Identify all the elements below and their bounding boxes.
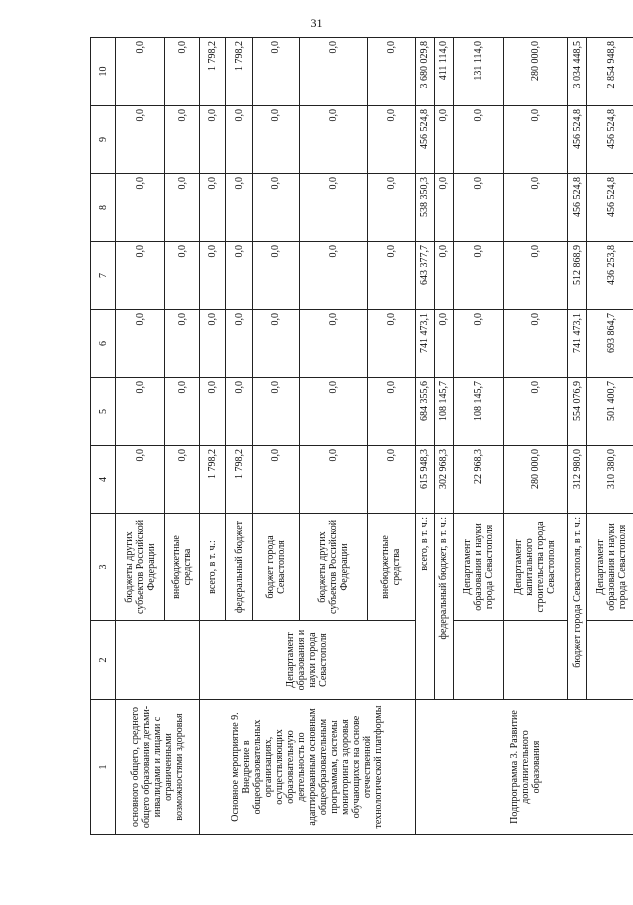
funding-source: Департамент образования и науки города Севастополя [454, 514, 503, 621]
value-cell: 0,0 [368, 106, 415, 174]
value-cell: 456 524,8 [415, 106, 434, 174]
value-cell: 456 524,8 [587, 106, 633, 174]
value-cell: 0,0 [199, 242, 225, 310]
value-cell: 0,0 [116, 310, 165, 378]
table-row [415, 38, 434, 835]
header-row [91, 38, 116, 835]
funding-source: всего, в т. ч.: [199, 514, 225, 621]
value-cell: 0,0 [454, 174, 503, 242]
executor-cell [454, 621, 503, 700]
value-cell: 0,0 [252, 38, 299, 106]
value-cell: 0,0 [300, 174, 368, 242]
value-cell: 0,0 [434, 174, 453, 242]
funding-source: федеральный бюджет, в т. ч.: [434, 514, 453, 700]
value-cell: 643 377,7 [415, 242, 434, 310]
funding-source: Департамент капитального строительства города Севастополя [503, 514, 568, 621]
value-cell: 456 524,8 [568, 106, 587, 174]
header-cell: 5 [91, 378, 116, 446]
header-cell: 1 [91, 700, 116, 835]
value-cell: 411 114,0 [434, 38, 453, 106]
value-cell: 0,0 [226, 106, 252, 174]
value-cell: 0,0 [503, 174, 568, 242]
value-cell: 554 076,9 [568, 378, 587, 446]
value-cell: 0,0 [252, 106, 299, 174]
executor-cell: Департамент образования и науки города Севастополя [199, 621, 415, 700]
value-cell: 0,0 [165, 174, 199, 242]
value-cell: 0,0 [300, 378, 368, 446]
value-cell: 1 798,2 [199, 38, 225, 106]
header-cell: 2 [91, 621, 116, 700]
value-cell: 741 473,1 [415, 310, 434, 378]
value-cell: 0,0 [252, 446, 299, 514]
value-cell: 538 350,3 [415, 174, 434, 242]
activity-name: основного общего, среднего общего образования детьми-инвалидами и лицами с ограниченными возможностями здоровья [116, 700, 200, 835]
value-cell: 0,0 [116, 446, 165, 514]
budget-table [90, 37, 633, 835]
table-row [116, 38, 165, 835]
value-cell: 0,0 [165, 106, 199, 174]
value-cell: 1 798,2 [226, 38, 252, 106]
activity-name: Основное мероприятие 9. Внедрение в общеобразовательных организациях, осуществляющих образовательную деятельность по адаптированным основным общеобразовательным программам, системы мониторинга здоровья обучающихся на основе отечественной технологической платформы [199, 700, 415, 835]
value-cell: 0,0 [503, 310, 568, 378]
value-cell: 108 145,7 [434, 378, 453, 446]
value-cell: 0,0 [368, 310, 415, 378]
value-cell: 280 000,0 [503, 446, 568, 514]
value-cell: 108 145,7 [454, 378, 503, 446]
funding-source: бюджет города Севастополя, в т. ч.: [568, 514, 587, 700]
value-cell: 0,0 [300, 446, 368, 514]
value-cell: 0,0 [252, 242, 299, 310]
value-cell: 512 868,9 [568, 242, 587, 310]
value-cell: 0,0 [454, 242, 503, 310]
value-cell: 0,0 [434, 310, 453, 378]
value-cell: 501 400,7 [587, 378, 633, 446]
value-cell: 0,0 [199, 378, 225, 446]
value-cell: 0,0 [503, 106, 568, 174]
value-cell: 0,0 [226, 378, 252, 446]
value-cell: 302 968,3 [434, 446, 453, 514]
header-cell: 6 [91, 310, 116, 378]
funding-source: внебюджетные средства [165, 514, 199, 621]
value-cell: 0,0 [199, 174, 225, 242]
header-cell: 10 [91, 38, 116, 106]
rotated-table-inner [90, 41, 633, 835]
value-cell: 615 948,3 [415, 446, 434, 514]
value-cell: 0,0 [199, 310, 225, 378]
header-cell: 9 [91, 106, 116, 174]
value-cell: 0,0 [300, 242, 368, 310]
value-cell: 0,0 [226, 174, 252, 242]
value-cell: 131 114,0 [454, 38, 503, 106]
value-cell: 0,0 [300, 38, 368, 106]
value-cell: 310 380,0 [587, 446, 633, 514]
value-cell: 0,0 [368, 446, 415, 514]
funding-source: всего, в т. ч.: [415, 514, 434, 700]
value-cell: 0,0 [252, 378, 299, 446]
value-cell: 0,0 [116, 242, 165, 310]
value-cell: 0,0 [199, 106, 225, 174]
executor-cell [503, 621, 568, 700]
value-cell: 0,0 [503, 378, 568, 446]
value-cell: 0,0 [165, 38, 199, 106]
value-cell: 684 355,6 [415, 378, 434, 446]
value-cell: 0,0 [434, 106, 453, 174]
rotated-table-container [90, 41, 633, 835]
value-cell: 0,0 [300, 106, 368, 174]
funding-source: внебюджетные средства [368, 514, 415, 621]
value-cell: 0,0 [300, 310, 368, 378]
value-cell: 0,0 [252, 174, 299, 242]
value-cell: 0,0 [116, 378, 165, 446]
funding-source: бюджеты других субъектов Российской Федерации [116, 514, 165, 621]
subprogram-name: Подпрограмма 3. Развитие дополнительного образования [415, 700, 633, 835]
table-row [199, 38, 225, 835]
value-cell: 0,0 [368, 174, 415, 242]
value-cell: 0,0 [226, 310, 252, 378]
value-cell: 456 524,8 [568, 174, 587, 242]
value-cell: 0,0 [252, 310, 299, 378]
value-cell: 3 034 448,5 [568, 38, 587, 106]
value-cell: 0,0 [454, 310, 503, 378]
value-cell: 741 473,1 [568, 310, 587, 378]
funding-source: бюджет города Севастополя [252, 514, 299, 621]
value-cell: 0,0 [165, 310, 199, 378]
value-cell: 280 000,0 [503, 38, 568, 106]
value-cell: 22 968,3 [454, 446, 503, 514]
value-cell: 0,0 [434, 242, 453, 310]
header-cell: 7 [91, 242, 116, 310]
value-cell: 3 680 029,8 [415, 38, 434, 106]
page-number: 31 [310, 16, 323, 30]
value-cell: 0,0 [165, 378, 199, 446]
value-cell: 0,0 [503, 242, 568, 310]
value-cell: 693 864,7 [587, 310, 633, 378]
header-cell: 3 [91, 514, 116, 621]
executor-cell [587, 621, 633, 700]
value-cell: 312 980,0 [568, 446, 587, 514]
value-cell: 0,0 [116, 174, 165, 242]
value-cell: 456 524,8 [587, 174, 633, 242]
value-cell: 0,0 [116, 106, 165, 174]
executor-cell [116, 621, 200, 700]
value-cell: 436 253,8 [587, 242, 633, 310]
funding-source: бюджеты других субъектов Российской Федерации [300, 514, 368, 621]
funding-source: федеральный бюджет [226, 514, 252, 621]
value-cell: 0,0 [165, 446, 199, 514]
funding-source: Департамент образования и науки города Севастополя [587, 514, 633, 621]
value-cell: 0,0 [226, 242, 252, 310]
value-cell: 0,0 [368, 242, 415, 310]
value-cell: 0,0 [368, 378, 415, 446]
header-cell: 8 [91, 174, 116, 242]
value-cell: 1 798,2 [199, 446, 225, 514]
value-cell: 0,0 [165, 242, 199, 310]
value-cell: 0,0 [368, 38, 415, 106]
value-cell: 1 798,2 [226, 446, 252, 514]
value-cell: 2 854 948,8 [587, 38, 633, 106]
header-cell: 4 [91, 446, 116, 514]
value-cell: 0,0 [454, 106, 503, 174]
value-cell: 0,0 [116, 38, 165, 106]
